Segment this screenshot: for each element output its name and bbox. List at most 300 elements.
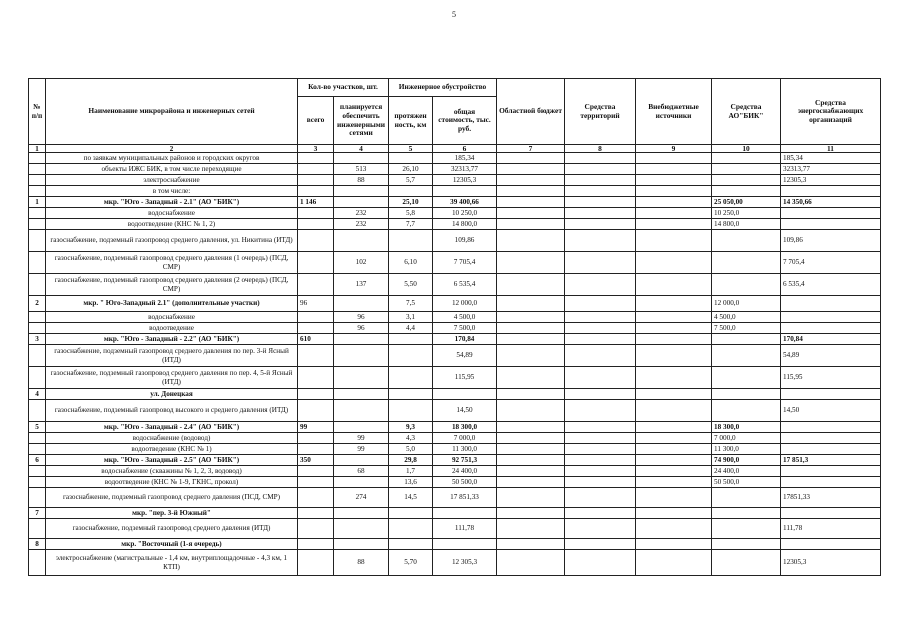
- total-cost: 111,78: [433, 519, 497, 539]
- plots-planned: [334, 389, 389, 400]
- row-number: [29, 219, 46, 230]
- plots-planned: [334, 519, 389, 539]
- row-name: мкр. "Юго - Западный - 2.4" (АО "БИК"): [46, 422, 298, 433]
- bik-funds: 18 300,0: [712, 422, 781, 433]
- extrabudgetary: [636, 519, 712, 539]
- length-km: [389, 539, 433, 550]
- row-number: 2: [29, 296, 46, 312]
- length-km: [389, 367, 433, 389]
- total-cost: 18 300,0: [433, 422, 497, 433]
- table-row: [29, 466, 881, 477]
- length-km: [389, 153, 433, 164]
- total-cost: 6 535,4: [433, 274, 497, 296]
- regional-budget: [497, 274, 565, 296]
- length-km: 4,3: [389, 433, 433, 444]
- territories-funds: [565, 323, 636, 334]
- column-number: 9: [636, 145, 712, 153]
- row-number: 3: [29, 334, 46, 345]
- regional-budget: [497, 208, 565, 219]
- row-number: [29, 186, 46, 197]
- total-cost: [433, 186, 497, 197]
- plots-total: [298, 444, 334, 455]
- bik-funds: 12 000,0: [712, 296, 781, 312]
- row-number: [29, 153, 46, 164]
- energy-funds: 109,86: [781, 230, 881, 252]
- territories-funds: [565, 477, 636, 488]
- length-km: [389, 519, 433, 539]
- column-number: 2: [46, 145, 298, 153]
- bik-funds: 25 050,00: [712, 197, 781, 208]
- extrabudgetary: [636, 219, 712, 230]
- table-row: [29, 312, 881, 323]
- plots-total: [298, 400, 334, 422]
- row-name: мкр. "Юго - Западный - 2.5" (АО "БИК"): [46, 455, 298, 466]
- total-cost: 11 300,0: [433, 444, 497, 455]
- total-cost: 12305,3: [433, 175, 497, 186]
- total-cost: 4 500,0: [433, 312, 497, 323]
- row-number: [29, 345, 46, 367]
- row-number: [29, 208, 46, 219]
- territories-funds: [565, 219, 636, 230]
- column-number: 8: [565, 145, 636, 153]
- bik-funds: 50 500,0: [712, 477, 781, 488]
- bik-funds: 11 300,0: [712, 444, 781, 455]
- row-number: [29, 466, 46, 477]
- extrabudgetary: [636, 274, 712, 296]
- table-row: [29, 433, 881, 444]
- plots-total: [298, 477, 334, 488]
- row-name: водоснабжение (скважины № 1, 2, 3, водовод): [46, 466, 298, 477]
- bik-funds: [712, 164, 781, 175]
- plots-total: 1 146: [298, 197, 334, 208]
- row-number: [29, 488, 46, 508]
- plots-total: [298, 433, 334, 444]
- extrabudgetary: [636, 444, 712, 455]
- table-row: [29, 550, 881, 576]
- energy-funds: 185,34: [781, 153, 881, 164]
- header-regional-budget: Областной бюджет: [497, 79, 565, 145]
- row-number: [29, 477, 46, 488]
- bik-funds: 14 800,0: [712, 219, 781, 230]
- length-km: 9,3: [389, 422, 433, 433]
- row-name: мкр. " Юго-Западный 2.1" (дополнительные участки): [46, 296, 298, 312]
- row-number: [29, 519, 46, 539]
- territories-funds: [565, 345, 636, 367]
- regional-budget: [497, 422, 565, 433]
- row-number: [29, 252, 46, 274]
- plots-planned: [334, 296, 389, 312]
- plots-planned: [334, 153, 389, 164]
- table-row: [29, 230, 881, 252]
- plots-total: [298, 312, 334, 323]
- column-number: 10: [712, 145, 781, 153]
- total-cost: 7 000,0: [433, 433, 497, 444]
- extrabudgetary: [636, 186, 712, 197]
- column-number: 1: [29, 145, 46, 153]
- row-name: водоснабжение: [46, 312, 298, 323]
- plots-total: [298, 466, 334, 477]
- bik-funds: [712, 186, 781, 197]
- regional-budget: [497, 433, 565, 444]
- engineering-networks-table: [28, 78, 881, 576]
- length-km: 5,50: [389, 274, 433, 296]
- plots-total: [298, 519, 334, 539]
- regional-budget: [497, 197, 565, 208]
- length-km: 5,0: [389, 444, 433, 455]
- plots-total: [298, 175, 334, 186]
- territories-funds: [565, 433, 636, 444]
- table-row: [29, 488, 881, 508]
- row-name: водоотведение (КНС № 1-9, ГКНС, прокол): [46, 477, 298, 488]
- plots-planned: [334, 230, 389, 252]
- territories-funds: [565, 550, 636, 576]
- extrabudgetary: [636, 367, 712, 389]
- territories-funds: [565, 252, 636, 274]
- extrabudgetary: [636, 252, 712, 274]
- plots-total: [298, 164, 334, 175]
- total-cost: 7 705,4: [433, 252, 497, 274]
- regional-budget: [497, 312, 565, 323]
- bik-funds: 7 500,0: [712, 323, 781, 334]
- total-cost: 39 400,66: [433, 197, 497, 208]
- length-km: 4,4: [389, 323, 433, 334]
- plots-planned: 232: [334, 208, 389, 219]
- territories-funds: [565, 422, 636, 433]
- extrabudgetary: [636, 400, 712, 422]
- row-name: газоснабжение, подземный газопровод среднего давления (1 очередь) (ПСД, СМР): [46, 252, 298, 274]
- bik-funds: [712, 274, 781, 296]
- plots-total: [298, 550, 334, 576]
- energy-funds: [781, 466, 881, 477]
- bik-funds: [712, 345, 781, 367]
- territories-funds: [565, 539, 636, 550]
- length-km: 26,10: [389, 164, 433, 175]
- header-energy-funds: Средства энергоснабжающих организаций: [781, 79, 881, 145]
- bik-funds: [712, 400, 781, 422]
- bik-funds: [712, 519, 781, 539]
- territories-funds: [565, 164, 636, 175]
- territories-funds: [565, 186, 636, 197]
- table-row: [29, 539, 881, 550]
- total-cost: 12 305,3: [433, 550, 497, 576]
- bik-funds: [712, 252, 781, 274]
- length-km: [389, 508, 433, 519]
- column-number: 4: [334, 145, 389, 153]
- table-row: [29, 175, 881, 186]
- row-name: водоснабжение: [46, 208, 298, 219]
- extrabudgetary: [636, 164, 712, 175]
- extrabudgetary: [636, 433, 712, 444]
- row-number: [29, 175, 46, 186]
- total-cost: 17 851,33: [433, 488, 497, 508]
- length-km: 3,1: [389, 312, 433, 323]
- bik-funds: [712, 153, 781, 164]
- header-length: протяжен ность, км: [389, 97, 433, 145]
- header-bik-funds: Средства АО"БИК": [712, 79, 781, 145]
- table-row: [29, 389, 881, 400]
- energy-funds: [781, 422, 881, 433]
- extrabudgetary: [636, 230, 712, 252]
- total-cost: 24 400,0: [433, 466, 497, 477]
- length-km: 14,5: [389, 488, 433, 508]
- energy-funds: 17851,33: [781, 488, 881, 508]
- territories-funds: [565, 367, 636, 389]
- energy-funds: 32313,77: [781, 164, 881, 175]
- bik-funds: 7 000,0: [712, 433, 781, 444]
- row-name: газоснабжение, подземный газопровод среднего давления (2 очередь) (ПСД, СМР): [46, 274, 298, 296]
- energy-funds: 14 350,66: [781, 197, 881, 208]
- row-number: [29, 323, 46, 334]
- extrabudgetary: [636, 312, 712, 323]
- extrabudgetary: [636, 296, 712, 312]
- table-row: [29, 186, 881, 197]
- table-row: [29, 345, 881, 367]
- length-km: [389, 230, 433, 252]
- header-cost: общая стоимость, тыс. руб.: [433, 97, 497, 145]
- length-km: 5,8: [389, 208, 433, 219]
- row-name: по заявкам муниципальных районов и городских округов: [46, 153, 298, 164]
- row-name: электроснабжение: [46, 175, 298, 186]
- regional-budget: [497, 508, 565, 519]
- territories-funds: [565, 508, 636, 519]
- bik-funds: 24 400,0: [712, 466, 781, 477]
- plots-planned: 137: [334, 274, 389, 296]
- length-km: 7,5: [389, 296, 433, 312]
- extrabudgetary: [636, 455, 712, 466]
- extrabudgetary: [636, 153, 712, 164]
- territories-funds: [565, 389, 636, 400]
- column-number: 5: [389, 145, 433, 153]
- plots-total: [298, 252, 334, 274]
- territories-funds: [565, 153, 636, 164]
- row-number: [29, 400, 46, 422]
- table-row: [29, 477, 881, 488]
- regional-budget: [497, 488, 565, 508]
- row-number: [29, 274, 46, 296]
- total-cost: 14,50: [433, 400, 497, 422]
- plots-planned: [334, 508, 389, 519]
- row-name: газоснабжение, подземный газопровод среднего давления, ул. Никитина (ИТД): [46, 230, 298, 252]
- length-km: [389, 400, 433, 422]
- regional-budget: [497, 323, 565, 334]
- row-number: [29, 444, 46, 455]
- territories-funds: [565, 175, 636, 186]
- table-row: [29, 367, 881, 389]
- table-row: [29, 197, 881, 208]
- energy-funds: [781, 508, 881, 519]
- plots-planned: [334, 345, 389, 367]
- row-number: [29, 550, 46, 576]
- total-cost: 32313,77: [433, 164, 497, 175]
- row-name: мкр. "пер. 3-й Южный": [46, 508, 298, 519]
- total-cost: 92 751,3: [433, 455, 497, 466]
- plots-planned: [334, 400, 389, 422]
- territories-funds: [565, 519, 636, 539]
- row-number: [29, 312, 46, 323]
- plots-planned: [334, 367, 389, 389]
- table-row: [29, 153, 881, 164]
- energy-funds: 12305,3: [781, 550, 881, 576]
- total-cost: 7 500,0: [433, 323, 497, 334]
- energy-funds: 6 535,4: [781, 274, 881, 296]
- energy-funds: 7 705,4: [781, 252, 881, 274]
- header-extrabudgetary: Внебюджетные источники: [636, 79, 712, 145]
- plots-total: [298, 508, 334, 519]
- plots-total: [298, 186, 334, 197]
- extrabudgetary: [636, 345, 712, 367]
- regional-budget: [497, 367, 565, 389]
- regional-budget: [497, 219, 565, 230]
- column-number: 7: [497, 145, 565, 153]
- row-number: [29, 230, 46, 252]
- row-name: газоснабжение, подземный газопровод среднего давления по пер. 3-й Ясный (ИТД): [46, 345, 298, 367]
- table-row: [29, 164, 881, 175]
- header-plots-group: Кол-во участков, шт.: [298, 79, 389, 97]
- total-cost: 54,89: [433, 345, 497, 367]
- row-name: мкр. "Юго - Западный - 2.2" (АО "БИК"): [46, 334, 298, 345]
- plots-total: [298, 389, 334, 400]
- energy-funds: [781, 389, 881, 400]
- energy-funds: [781, 186, 881, 197]
- plots-total: [298, 488, 334, 508]
- bik-funds: [712, 230, 781, 252]
- column-number: 11: [781, 145, 881, 153]
- table-row: [29, 508, 881, 519]
- regional-budget: [497, 389, 565, 400]
- total-cost: 170,84: [433, 334, 497, 345]
- table-row: [29, 400, 881, 422]
- bik-funds: 10 250,0: [712, 208, 781, 219]
- plots-total: [298, 230, 334, 252]
- row-number: [29, 367, 46, 389]
- table-row: [29, 422, 881, 433]
- plots-planned: 513: [334, 164, 389, 175]
- energy-funds: [781, 477, 881, 488]
- plots-planned: 96: [334, 312, 389, 323]
- plots-planned: 232: [334, 219, 389, 230]
- row-name: водоотведение: [46, 323, 298, 334]
- length-km: 13,6: [389, 477, 433, 488]
- bik-funds: [712, 389, 781, 400]
- plots-total: [298, 153, 334, 164]
- length-km: 1,7: [389, 466, 433, 477]
- length-km: 29,8: [389, 455, 433, 466]
- energy-funds: 12305,3: [781, 175, 881, 186]
- bik-funds: [712, 334, 781, 345]
- plots-planned: 68: [334, 466, 389, 477]
- bik-funds: [712, 488, 781, 508]
- length-km: 7,7: [389, 219, 433, 230]
- regional-budget: [497, 550, 565, 576]
- row-number: 8: [29, 539, 46, 550]
- plots-planned: [334, 197, 389, 208]
- regional-budget: [497, 455, 565, 466]
- territories-funds: [565, 466, 636, 477]
- length-km: 6,10: [389, 252, 433, 274]
- plots-total: [298, 219, 334, 230]
- column-number: 3: [298, 145, 334, 153]
- plots-total: [298, 274, 334, 296]
- energy-funds: [781, 208, 881, 219]
- row-name: газоснабжение, подземный газопровод среднего давления (ПСД, СМР): [46, 488, 298, 508]
- table-row: [29, 296, 881, 312]
- bik-funds: [712, 175, 781, 186]
- regional-budget: [497, 252, 565, 274]
- table-row: [29, 219, 881, 230]
- table-body: [29, 153, 881, 576]
- energy-funds: 115,95: [781, 367, 881, 389]
- row-name: мкр. "Восточный (1-я очередь): [46, 539, 298, 550]
- length-km: 25,10: [389, 197, 433, 208]
- column-number-row: [29, 145, 881, 153]
- regional-budget: [497, 477, 565, 488]
- regional-budget: [497, 539, 565, 550]
- energy-funds: 54,89: [781, 345, 881, 367]
- total-cost: 12 000,0: [433, 296, 497, 312]
- energy-funds: 111,78: [781, 519, 881, 539]
- table-row: [29, 208, 881, 219]
- length-km: 5,70: [389, 550, 433, 576]
- header-number: № п/п: [29, 79, 46, 145]
- total-cost: [433, 539, 497, 550]
- table-row: [29, 323, 881, 334]
- header-plots-total: всего: [298, 97, 334, 145]
- bik-funds: [712, 539, 781, 550]
- row-name: водоотведение (КНС № 1, 2): [46, 219, 298, 230]
- row-name: газоснабжение, подземный газопровод высокого и среднего давления (ИТД): [46, 400, 298, 422]
- page-number: 5: [452, 10, 456, 19]
- plots-planned: [334, 455, 389, 466]
- extrabudgetary: [636, 208, 712, 219]
- header-territories-funds: Средства территорий: [565, 79, 636, 145]
- regional-budget: [497, 175, 565, 186]
- total-cost: 50 500,0: [433, 477, 497, 488]
- regional-budget: [497, 345, 565, 367]
- territories-funds: [565, 312, 636, 323]
- table-row: [29, 519, 881, 539]
- regional-budget: [497, 400, 565, 422]
- plots-planned: 102: [334, 252, 389, 274]
- territories-funds: [565, 334, 636, 345]
- plots-planned: 88: [334, 550, 389, 576]
- regional-budget: [497, 519, 565, 539]
- column-number: 6: [433, 145, 497, 153]
- bik-funds: [712, 367, 781, 389]
- row-name: электроснабжение (магистральные - 1,4 км, внутриплощадочные - 4,3 км, 1 КТП): [46, 550, 298, 576]
- regional-budget: [497, 153, 565, 164]
- table-row: [29, 334, 881, 345]
- plots-planned: 99: [334, 444, 389, 455]
- row-name: газоснабжение, подземный газопровод среднего давления по пер. 4, 5-й Ясный (ИТД): [46, 367, 298, 389]
- plots-planned: [334, 422, 389, 433]
- extrabudgetary: [636, 197, 712, 208]
- row-number: 6: [29, 455, 46, 466]
- extrabudgetary: [636, 539, 712, 550]
- regional-budget: [497, 444, 565, 455]
- extrabudgetary: [636, 323, 712, 334]
- energy-funds: 17 851,3: [781, 455, 881, 466]
- regional-budget: [497, 230, 565, 252]
- energy-funds: [781, 312, 881, 323]
- territories-funds: [565, 208, 636, 219]
- extrabudgetary: [636, 488, 712, 508]
- row-name: в том числе:: [46, 186, 298, 197]
- row-number: 1: [29, 197, 46, 208]
- extrabudgetary: [636, 466, 712, 477]
- header-name: Наименование микрорайона и инженерных сетей: [46, 79, 298, 145]
- row-name: объекты ИЖС БИК, в том числе переходящие: [46, 164, 298, 175]
- energy-funds: 170,84: [781, 334, 881, 345]
